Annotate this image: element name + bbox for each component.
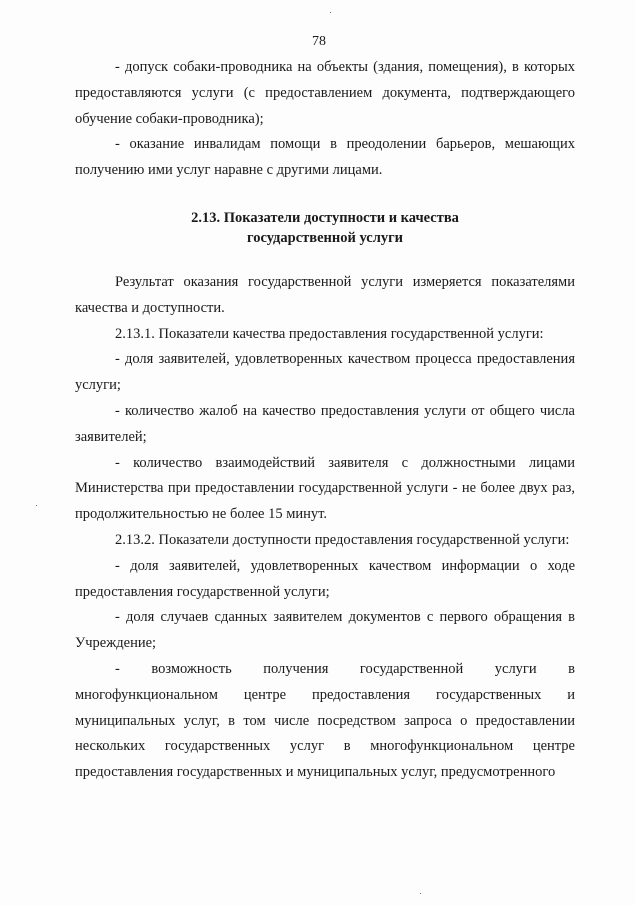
list-item-assistance-barriers: - оказание инвалидам помощи в преодолении барьеров, мешающих получению ими услуг наравне с другими лицами.	[75, 136, 575, 179]
subsection-quality-title: 2.13.1. Показатели качества предоставления государственной услуги:	[115, 325, 544, 342]
list-item-information-quality: - доля заявителей, удовлетворенных качеством информации о ходе предоставления государственной услуги;	[75, 557, 575, 600]
document-body	[75, 55, 575, 786]
scan-speck	[420, 893, 421, 894]
scan-speck	[36, 505, 37, 506]
list-item-complaints: - количество жалоб на качество предоставления услуги от общего числа заявителей;	[75, 402, 575, 445]
list-item-interactions: - количество взаимодействий заявителя с должностными лицами Министерства при предоставлении государственной услуги - не более двух раз, продолжительностью не более 15 минут.	[75, 454, 575, 523]
list-item-guide-dog-access: - допуск собаки-проводника на объекты (здания, помещения), в которых предоставляются услуги (с предоставлением документа, подтверждающего обучение собаки-проводника);	[75, 59, 575, 127]
paragraph-result-measure: Результат оказания государственной услуги измеряется показателями качества и доступности.	[75, 273, 575, 316]
scan-speck	[330, 12, 331, 13]
page-number: 78	[312, 34, 326, 49]
list-item-satisfied-share: - доля заявителей, удовлетворенных качеством процесса предоставления услуги;	[75, 351, 575, 394]
list-item-mfc-availability: - возможность получения государственной услуги в многофункциональном центре предоставления государственных и муниципальных услуг, в том числе посредством запроса о предоставлении нескольких государственных услуг в многофункциональном центре предоставления государственных и муниципальных услуг, предусмотренного	[75, 660, 575, 781]
section-heading-line-2: государственной услуги	[246, 229, 404, 246]
section-heading	[75, 208, 575, 248]
subsection-accessibility-title: 2.13.2. Показатели доступности предоставления государственной услуги:	[115, 531, 570, 548]
list-item-first-submission: - доля случаев сданных заявителем документов с первого обращения в Учреждение;	[75, 609, 575, 652]
section-heading-line-1: 2.13. Показатели доступности и качества	[191, 209, 459, 226]
